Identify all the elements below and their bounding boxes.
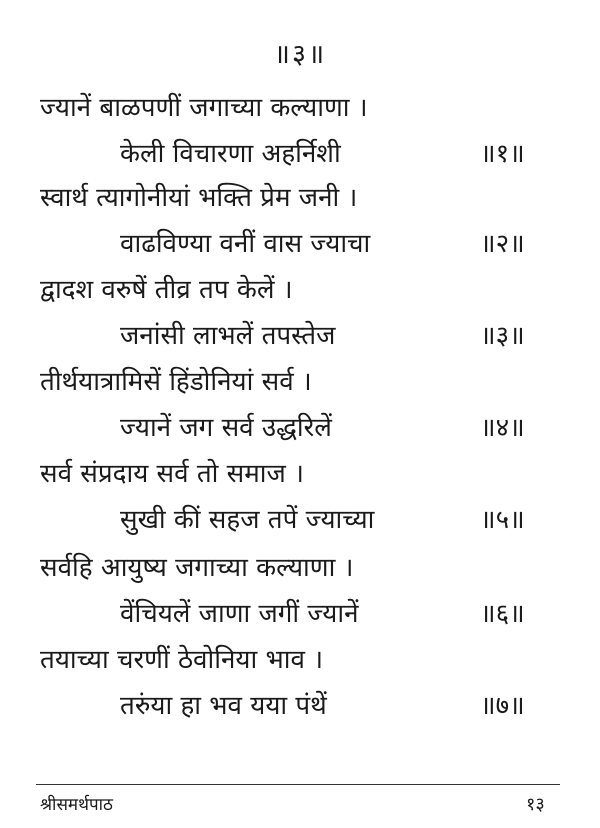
line-text: वाढविण्या वनीं वास ज्याचा <box>120 229 371 259</box>
verse-line <box>0 640 600 684</box>
verse-line <box>0 88 600 132</box>
verse-line <box>0 224 600 268</box>
line-text: जनांसी लाभलें तपस्तेज <box>120 321 336 351</box>
verse-line <box>0 362 600 406</box>
verse-number: ॥२॥ <box>480 229 525 259</box>
line-text: केली विचारणा अहर्निशी <box>120 139 341 169</box>
line-text: तीर्थयात्रामिसें हिंडोनियां सर्व । <box>40 367 312 397</box>
verse-line <box>0 686 600 730</box>
line-text: ज्यानें बाळपणीं जगाच्या कल्याणा । <box>40 93 368 123</box>
verse-number: ॥७॥ <box>480 691 525 721</box>
verse-line <box>0 594 600 638</box>
verse-number: ॥५॥ <box>480 505 525 535</box>
line-text: तरुंया हा भव यया पंथें <box>120 691 327 721</box>
line-text: वेंचियलें जाणा जगीं ज्यानें <box>120 599 359 629</box>
verse-line <box>0 548 600 592</box>
verse-line <box>0 454 600 498</box>
section-heading: ॥३॥ <box>273 39 327 70</box>
line-text: द्वादश वरुषें तीव्र तप केलें । <box>40 275 293 305</box>
verse-line <box>0 134 600 178</box>
footer-divider <box>36 784 560 785</box>
verse-line <box>0 500 600 544</box>
verse-line <box>0 408 600 452</box>
line-text: सर्वहि आयुष्य जगाच्या कल्याणा । <box>40 553 354 583</box>
verse-number: ॥३॥ <box>480 321 525 351</box>
verse-number: ॥१॥ <box>480 139 525 169</box>
verse-line <box>0 270 600 314</box>
line-text: सुखी कीं सहज तपें ज्याच्या <box>120 505 375 535</box>
verse-line <box>0 316 600 360</box>
line-text: ज्यानें जग सर्व उद्धरिलें <box>120 413 332 443</box>
book-title: श्रीसमर्थपाठ <box>40 795 113 815</box>
page-number: १३ <box>526 794 545 815</box>
line-text: तयाच्या चरणीं ठेवोनिया भाव । <box>40 645 324 675</box>
line-text: स्वार्थ त्यागोनीयां भक्ति प्रेम जनी । <box>40 183 358 213</box>
verse-number: ॥६॥ <box>480 599 525 629</box>
line-text: सर्व संप्रदाय सर्व तो समाज । <box>40 459 304 489</box>
verse-number: ॥४॥ <box>480 413 525 443</box>
verse-line <box>0 178 600 222</box>
